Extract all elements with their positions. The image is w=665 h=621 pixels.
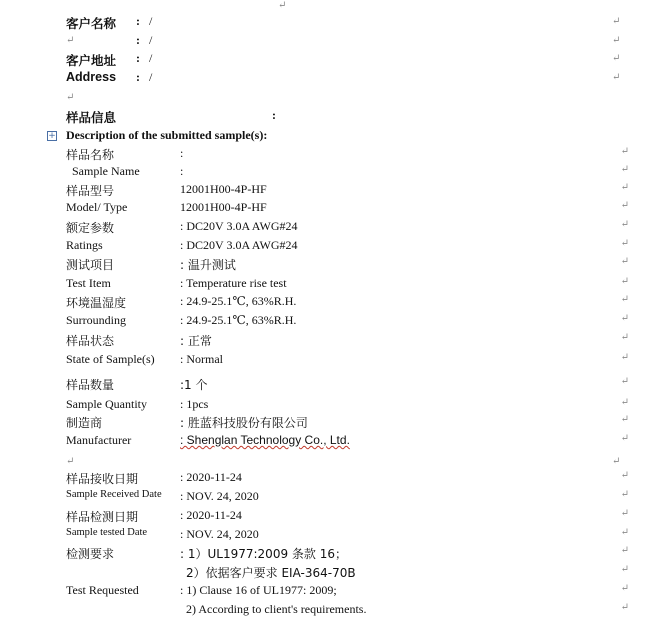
row-label: 样品名称 bbox=[66, 148, 115, 162]
row-label: Test Item bbox=[66, 276, 111, 290]
row-value: : 1pcs bbox=[180, 397, 209, 411]
table-row bbox=[66, 602, 629, 621]
paragraph-mark: ↵ bbox=[620, 313, 629, 324]
row-value: : 24.9-25.1℃, 63%R.H. bbox=[180, 313, 297, 327]
row-value: : 2020-11-24 bbox=[180, 508, 242, 522]
sample-info-row bbox=[66, 108, 116, 127]
customer-name-sep: : bbox=[136, 14, 140, 28]
address-sep: : bbox=[136, 70, 140, 84]
paragraph-mark: ↵ bbox=[620, 433, 629, 444]
paragraph-mark: ↵ bbox=[620, 146, 629, 157]
table-row bbox=[66, 200, 629, 219]
paragraph-mark: ↵ bbox=[620, 256, 629, 267]
table-row bbox=[66, 508, 629, 527]
paragraph-mark: ↵ bbox=[620, 527, 629, 538]
paragraph-mark: ↵ bbox=[66, 456, 75, 467]
row-label: 样品状态 bbox=[66, 334, 115, 348]
table-row bbox=[66, 313, 629, 332]
row-value: : bbox=[180, 164, 184, 178]
table-row bbox=[66, 238, 629, 257]
row-value: : NOV. 24, 2020 bbox=[180, 527, 259, 541]
row-label: Sample Quantity bbox=[66, 397, 147, 411]
paragraph-mark: ↵ bbox=[620, 332, 629, 343]
table-row bbox=[66, 352, 629, 371]
row-label: 环境温湿度 bbox=[66, 296, 127, 310]
table-row bbox=[66, 146, 629, 165]
address-label: Address bbox=[66, 70, 117, 84]
table-row bbox=[66, 433, 629, 452]
description-label: Description of the submitted sample(s): bbox=[66, 128, 268, 142]
address-row bbox=[66, 70, 116, 84]
row-value: :1 个 bbox=[180, 378, 208, 392]
paragraph-mark: ↵ bbox=[620, 276, 629, 287]
address-value: / bbox=[149, 70, 153, 84]
paragraph-mark: ↵ bbox=[620, 545, 629, 556]
customer-address-row bbox=[66, 51, 116, 70]
customer-name-value: / bbox=[149, 14, 153, 28]
paragraph-mark: ↵ bbox=[66, 92, 75, 103]
table-row bbox=[66, 276, 629, 295]
blank-row-value: / bbox=[149, 33, 153, 47]
row-label: 制造商 bbox=[66, 416, 103, 430]
paragraph-mark: ↵ bbox=[612, 456, 621, 467]
paragraph-mark: ↵ bbox=[620, 200, 629, 211]
row-label: 样品型号 bbox=[66, 184, 115, 198]
table-row bbox=[66, 527, 629, 546]
row-value: : DC20V 3.0A AWG#24 bbox=[180, 219, 298, 233]
row-value: : 温升测试 bbox=[180, 258, 236, 272]
row-value: : bbox=[180, 146, 184, 160]
table-move-handle-icon[interactable]: + bbox=[48, 131, 56, 141]
customer-address-value: / bbox=[149, 51, 153, 65]
row-label: 样品数量 bbox=[66, 378, 115, 392]
row-value: : Temperature rise test bbox=[180, 276, 287, 290]
customer-address-sep: : bbox=[136, 51, 140, 65]
table-row bbox=[66, 219, 629, 238]
row-label: Sample Received Date bbox=[66, 489, 162, 500]
row-value: : 1）UL1977:2009 条款 16； bbox=[180, 547, 347, 561]
customer-name-row bbox=[66, 14, 116, 33]
row-value: : 1) Clause 16 of UL1977: 2009; bbox=[180, 583, 337, 597]
customer-name-label: 客户名称 bbox=[66, 16, 117, 31]
table-row bbox=[66, 376, 629, 395]
table-row bbox=[66, 470, 629, 489]
table-row bbox=[66, 564, 629, 583]
paragraph-mark: ↵ bbox=[620, 376, 629, 387]
paragraph-mark: ↵ bbox=[612, 35, 621, 46]
row-label: 检测要求 bbox=[66, 547, 115, 561]
row-label: State of Sample(s) bbox=[66, 352, 155, 366]
paragraph-mark: ↵ bbox=[620, 564, 629, 575]
row-label: Sample Name bbox=[72, 164, 140, 178]
table-row bbox=[66, 414, 629, 433]
row-label: 样品检测日期 bbox=[66, 510, 139, 524]
sample-info-sep: : bbox=[272, 108, 276, 122]
sample-info-label: 样品信息 bbox=[66, 110, 117, 125]
paragraph-mark: ↵ bbox=[620, 397, 629, 408]
row-label: 额定参数 bbox=[66, 221, 115, 235]
row-value: 12001H00-4P-HF bbox=[180, 182, 267, 196]
row-value: : 24.9-25.1℃, 63%R.H. bbox=[180, 294, 297, 308]
row-value: : Normal bbox=[180, 352, 223, 366]
table-row bbox=[66, 294, 629, 313]
row-label: Model/ Type bbox=[66, 200, 128, 214]
paragraph-mark: ↵ bbox=[620, 164, 629, 175]
blank-row-sep: : bbox=[136, 33, 140, 47]
row-label: Ratings bbox=[66, 238, 103, 252]
row-value: : NOV. 24, 2020 bbox=[180, 489, 259, 503]
row-label: Test Requested bbox=[66, 583, 139, 597]
paragraph-mark: ↵ bbox=[278, 0, 287, 11]
row-value: : Shenglan Technology Co., Ltd. bbox=[180, 433, 350, 447]
row-value: 2）依据客户要求 EIA-364-70B bbox=[186, 566, 356, 580]
paragraph-mark: ↵ bbox=[612, 53, 621, 64]
row-label: 测试项目 bbox=[66, 258, 115, 272]
table-row bbox=[66, 182, 629, 201]
table-row bbox=[66, 545, 629, 564]
row-value: 12001H00-4P-HF bbox=[180, 200, 267, 214]
table-row bbox=[66, 489, 629, 508]
paragraph-mark: ↵ bbox=[620, 470, 629, 481]
row-value: : DC20V 3.0A AWG#24 bbox=[180, 238, 298, 252]
row-label: Manufacturer bbox=[66, 433, 132, 447]
paragraph-mark: ↵ bbox=[620, 583, 629, 594]
table-row bbox=[66, 583, 629, 602]
paragraph-mark: ↵ bbox=[620, 489, 629, 500]
paragraph-mark: ↵ bbox=[612, 16, 621, 27]
row-label: 样品接收日期 bbox=[66, 472, 139, 486]
row-label: Sample tested Date bbox=[66, 527, 148, 538]
table-row bbox=[66, 256, 629, 275]
paragraph-mark: ↵ bbox=[620, 219, 629, 230]
paragraph-mark: ↵ bbox=[66, 35, 75, 46]
paragraph-mark: ↵ bbox=[620, 352, 629, 363]
paragraph-mark: ↵ bbox=[612, 72, 621, 83]
row-value: : 2020-11-24 bbox=[180, 470, 242, 484]
paragraph-mark: ↵ bbox=[620, 414, 629, 425]
paragraph-mark: ↵ bbox=[620, 602, 629, 613]
row-value: : 胜蓝科技股份有限公司 bbox=[180, 416, 308, 430]
paragraph-mark: ↵ bbox=[620, 182, 629, 193]
paragraph-mark: ↵ bbox=[620, 294, 629, 305]
table-row bbox=[66, 164, 629, 183]
row-value: : 正常 bbox=[180, 334, 212, 348]
paragraph-mark: ↵ bbox=[620, 238, 629, 249]
description-heading bbox=[66, 128, 267, 143]
table-row bbox=[66, 332, 629, 351]
paragraph-mark: ↵ bbox=[620, 508, 629, 519]
customer-address-label: 客户地址 bbox=[66, 53, 117, 68]
row-value: 2) According to client's requirements. bbox=[186, 602, 367, 616]
row-label: Surrounding bbox=[66, 313, 126, 327]
